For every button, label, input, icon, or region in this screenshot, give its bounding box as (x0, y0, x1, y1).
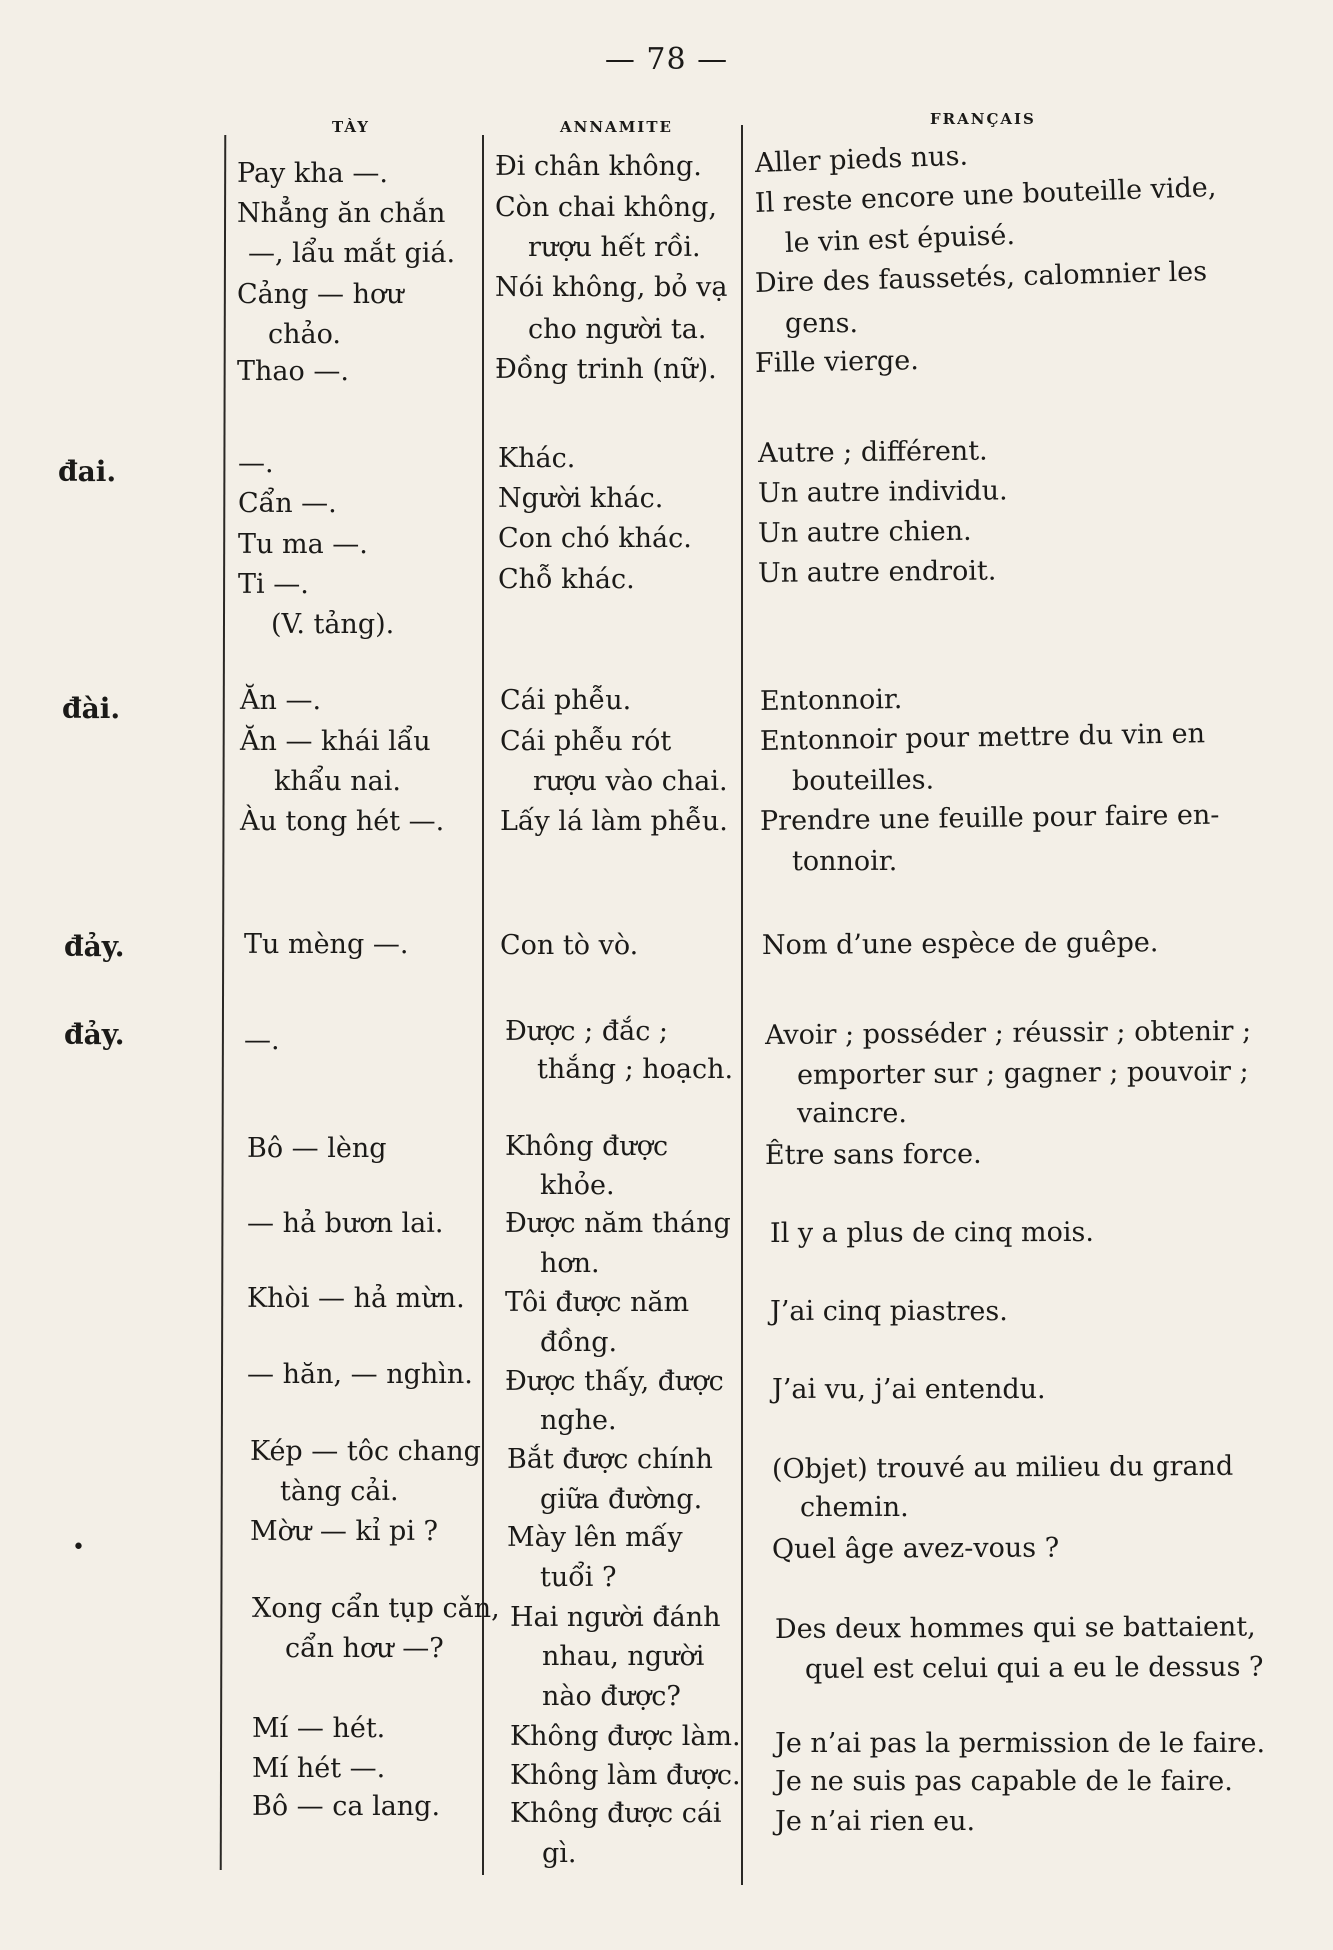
column-header-annamite: ANNAMITE (560, 118, 673, 136)
annamite-entry-line: hơn. (540, 1248, 600, 1279)
francais-entry-line: Autre ; différent. (757, 435, 988, 469)
annamite-entry-line: Bắt được chính (507, 1444, 713, 1475)
annamite-entry-line: khỏe. (540, 1170, 615, 1201)
francais-entry-line: Des deux hommes qui se battaient, (774, 1611, 1256, 1645)
annamite-entry-line: nghe. (540, 1405, 617, 1436)
tay-entry-line: Khòi — hả mừn. (247, 1283, 465, 1314)
francais-entry-line: Entonnoir pour mettre du vin en (759, 718, 1206, 757)
annamite-entry-line: Hai người đánh (510, 1602, 721, 1633)
headword: đai. (58, 455, 117, 488)
tay-entry-line: Xong cẩn tụp cǎn, (252, 1593, 500, 1624)
annamite-entry-line: Lấy lá làm phễu. (500, 806, 728, 837)
francais-entry-line: Nom d’une espèce de guêpe. (761, 927, 1159, 961)
tay-entry-line: — hăn, — nghìn. (247, 1359, 473, 1390)
francais-entry-line: Il reste encore une bouteille vide, (754, 171, 1217, 219)
tay-entry-line: Mí hét —. (252, 1753, 386, 1784)
annamite-entry-line: nào được? (542, 1681, 681, 1712)
francais-entry-line: vaincre. (797, 1098, 907, 1129)
annamite-entry-line: gì. (542, 1838, 577, 1869)
francais-entry-line: emporter sur ; gagner ; pouvoir ; (796, 1056, 1249, 1091)
tay-entry-line: tàng cải. (280, 1476, 399, 1507)
tay-entry-line: Bô — ca lang. (252, 1791, 441, 1822)
tay-entry-line: Cẩn —. (238, 488, 337, 519)
annamite-entry-line: Không được cái (510, 1798, 722, 1829)
francais-entry-line: bouteilles. (791, 764, 935, 797)
annamite-entry-line: Đi chân không. (495, 151, 702, 182)
annamite-entry-line: Mày lên mấy (507, 1522, 683, 1553)
annamite-entry-line: Đồng trinh (nữ). (495, 354, 717, 385)
francais-entry-line: tonnoir. (792, 846, 898, 877)
francais-entry-line: Je ne suis pas capable de le faire. (775, 1766, 1233, 1797)
tay-entry-line: chảo. (268, 319, 341, 350)
annamite-entry-line: Nói không, bỏ vạ (495, 272, 728, 303)
annamite-entry-line: nhau, người (542, 1641, 705, 1672)
annamite-entry-line: Chỗ khác. (498, 564, 635, 595)
tay-entry-line: Mờư — kỉ pi ? (250, 1516, 439, 1547)
tay-entry-line: —, lẩu mắt giá. (248, 238, 456, 269)
tay-entry-line: Tu mèng —. (244, 929, 409, 960)
annamite-entry-line: Con tò vò. (500, 930, 639, 961)
francais-entry-line: Un autre endroit. (757, 555, 997, 589)
francais-entry-line: J’ai cinq piastres. (770, 1296, 1008, 1327)
tay-entry-line: Kép — tôc chang (250, 1436, 481, 1467)
francais-entry-line: gens. (785, 308, 859, 339)
tay-entry-line: (V. tảng). (271, 609, 395, 640)
annamite-entry-line: rượu hết rồi. (528, 232, 701, 263)
annamite-entry-line: Không được (505, 1131, 669, 1162)
annamite-entry-line: Không làm được. (510, 1760, 741, 1791)
headword: đảy. (64, 930, 125, 963)
francais-entry-line: Aller pieds nus. (754, 140, 969, 179)
annamite-entry-line: Còn chai không, (495, 192, 717, 223)
francais-entry-line: le vin est épuisé. (784, 219, 1016, 259)
francais-entry-line: J’ai vu, j’ai entendu. (772, 1374, 1046, 1405)
francais-entry-line: (Objet) trouvé au milieu du grand (771, 1450, 1234, 1485)
francais-entry-line: Prendre une feuille pour faire en- (759, 799, 1220, 837)
tay-entry-line: Àu tong hét —. (240, 806, 445, 837)
column-header-tay: TÀY (332, 118, 370, 136)
francais-entry-line: Dire des faussetés, calomnier les (754, 256, 1208, 299)
tay-entry-line: cẩn hơư —? (285, 1633, 444, 1664)
annamite-entry-line: Được thấy, được (505, 1366, 724, 1397)
tay-entry-line: Ăn —. (240, 685, 322, 716)
annamite-entry-line: cho người ta. (528, 314, 707, 345)
annamite-entry-line: tuổi ? (540, 1562, 617, 1593)
tay-entry-line: Ăn — khái lẩu (240, 726, 431, 757)
headword: đài. (62, 692, 121, 725)
annamite-entry-line: Không được làm. (510, 1721, 741, 1752)
francais-entry-line: Entonnoir. (759, 684, 903, 717)
annamite-entry-line: Người khác. (498, 483, 664, 514)
annamite-entry-line: đồng. (540, 1327, 618, 1358)
tay-entry-line: Ti —. (238, 569, 309, 600)
tay-entry-line: Cảng — hơư (237, 279, 404, 310)
tay-entry-line: — hả bươn lai. (247, 1208, 444, 1239)
annamite-entry-line: Con chó khác. (498, 523, 692, 554)
tay-entry-line: Thao —. (237, 356, 349, 387)
annamite-entry-line: Cái phễu. (500, 685, 632, 716)
francais-entry-line: chemin. (800, 1492, 909, 1523)
tay-entry-line: Nhẳng ăn chắn (237, 198, 446, 229)
headword: đảy. (64, 1018, 125, 1051)
page-number: — 78 — (604, 42, 729, 77)
francais-entry-line: Fille vierge. (754, 345, 920, 379)
francais-entry-line: quel est celui qui a eu le dessus ? (804, 1651, 1264, 1685)
tay-entry-line: Pay kha —. (237, 158, 388, 189)
tay-entry-line: Bô — lèng (247, 1133, 387, 1164)
annamite-entry-line: Được năm tháng (505, 1208, 731, 1239)
tay-entry-line: Tu ma —. (238, 529, 368, 560)
annamite-entry-line: rượu vào chai. (533, 766, 728, 797)
francais-entry-line: Je n’ai pas la permission de le faire. (775, 1728, 1266, 1759)
tay-entry-line: —. (238, 448, 274, 479)
francais-entry-line: Je n’ai rien eu. (775, 1806, 976, 1837)
column-rule-left (220, 135, 227, 1870)
annamite-entry-line: Được ; đắc ; (505, 1016, 669, 1047)
column-rule-right (741, 125, 743, 1885)
annamite-entry-line: Cái phễu rót (500, 726, 672, 757)
annamite-entry-line: thắng ; hoạch. (537, 1054, 734, 1085)
tay-entry-line: Mí — hét. (252, 1713, 386, 1744)
francais-entry-line: Être sans force. (764, 1138, 982, 1171)
annamite-entry-line: Tôi được năm (505, 1287, 690, 1318)
tay-entry-line: khẩu nai. (274, 766, 401, 797)
annamite-entry-line: giữa đường. (540, 1484, 703, 1515)
francais-entry-line: Un autre chien. (757, 515, 972, 549)
francais-entry-line: Un autre individu. (757, 475, 1008, 509)
tay-entry-line: —. (244, 1025, 280, 1056)
francais-entry-line: Il y a plus de cinq mois. (769, 1216, 1094, 1249)
francais-entry-line: Quel âge avez-vous ? (771, 1532, 1060, 1565)
francais-entry-line: Avoir ; posséder ; réussir ; obtenir ; (764, 1015, 1252, 1051)
stray-mark: • (72, 1535, 85, 1560)
annamite-entry-line: Khác. (498, 443, 576, 474)
column-header-francais: FRANÇAIS (930, 110, 1036, 128)
